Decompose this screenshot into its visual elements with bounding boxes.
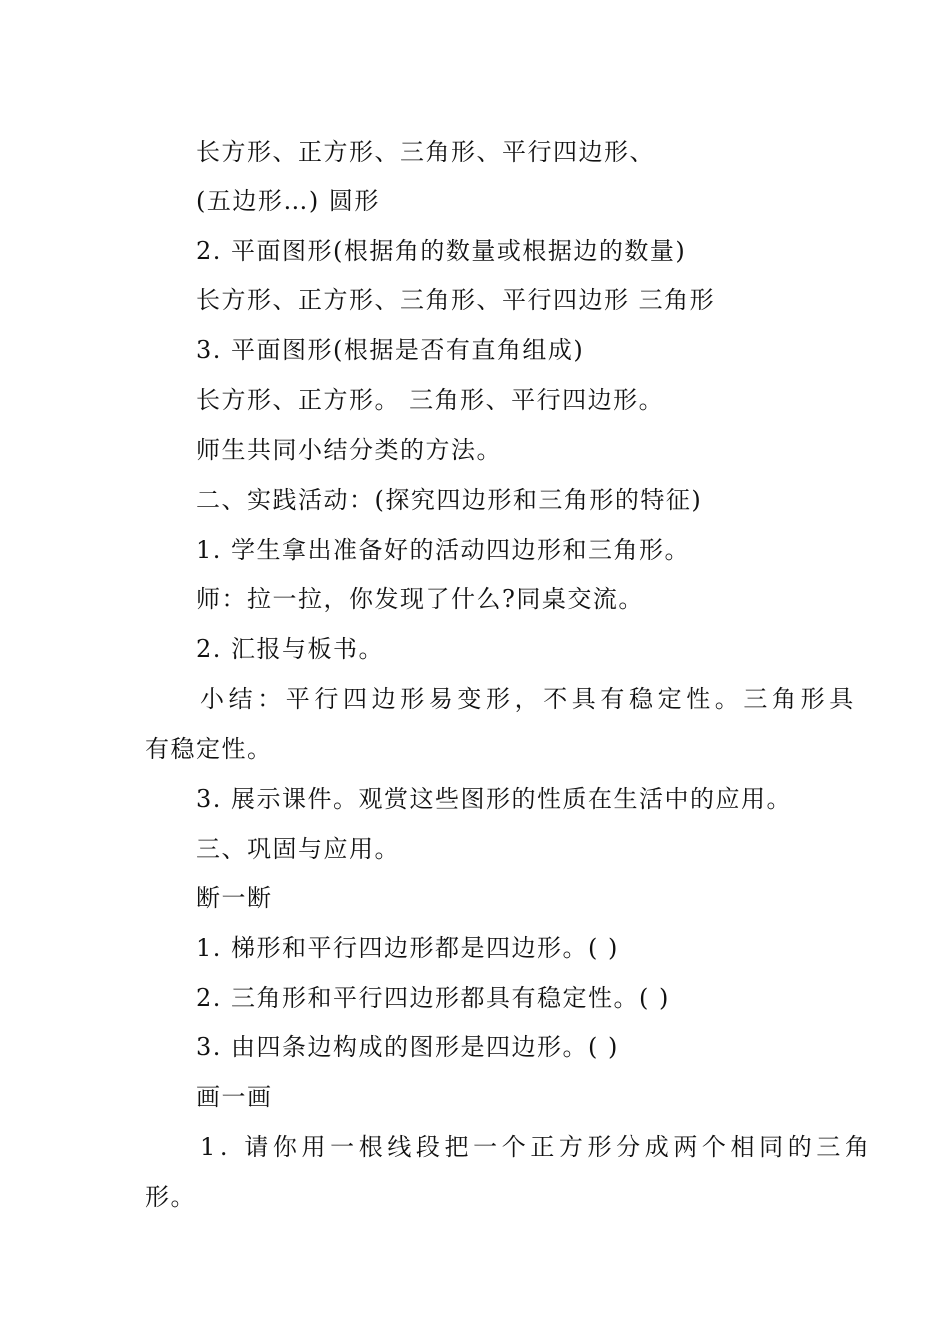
text-line-summary-method: 师生共同小结分类的方法。 — [196, 436, 502, 464]
text-line-quadrilaterals-triangle: 长方形、正方形、三角形、平行四边形 三角形 — [196, 286, 716, 314]
subheading-judge: 断一断 — [196, 884, 273, 912]
text-line-shapes-list: 长方形、正方形、三角形、平行四边形、 — [196, 138, 655, 166]
text-line-students-take-out: 1. 学生拿出准备好的活动四边形和三角形。 — [196, 536, 691, 564]
judge-question-2: 2. 三角形和平行四边形都具有稳定性。( ) — [196, 984, 670, 1012]
section-heading-practice: 二、实践活动：(探究四边形和三角形的特征) — [196, 486, 703, 514]
text-line-plane-figures-by-right-angle: 3. 平面图形(根据是否有直角组成) — [196, 336, 585, 364]
text-line-summary-stability-continued: 有稳定性。 — [145, 735, 273, 763]
section-heading-consolidation: 三、巩固与应用。 — [196, 835, 400, 863]
judge-question-1: 1. 梯形和平行四边形都是四边形。( ) — [196, 934, 619, 962]
text-line-summary-stability: 小结：平行四边形易变形，不具有稳定性。三角形具 — [200, 685, 858, 713]
draw-question-1-continued: 形。 — [145, 1183, 196, 1211]
text-line-teacher-pull: 师：拉一拉，你发现了什么?同桌交流。 — [196, 585, 644, 613]
text-line-report: 2. 汇报与板书。 — [196, 635, 385, 663]
draw-question-1: 1. 请你用一根线段把一个正方形分成两个相同的三角 — [200, 1133, 874, 1161]
text-line-show-courseware: 3. 展示课件。观赏这些图形的性质在生活中的应用。 — [196, 785, 793, 813]
text-line-pentagon-circle: (五边形…) 圆形 — [196, 187, 380, 215]
text-line-right-angle-groups: 长方形、正方形。 三角形、平行四边形。 — [196, 386, 665, 414]
judge-question-3: 3. 由四条边构成的图形是四边形。( ) — [196, 1033, 619, 1061]
text-line-plane-figures-by-angles: 2. 平面图形(根据角的数量或根据边的数量) — [196, 237, 687, 265]
subheading-draw: 画一画 — [196, 1083, 273, 1111]
